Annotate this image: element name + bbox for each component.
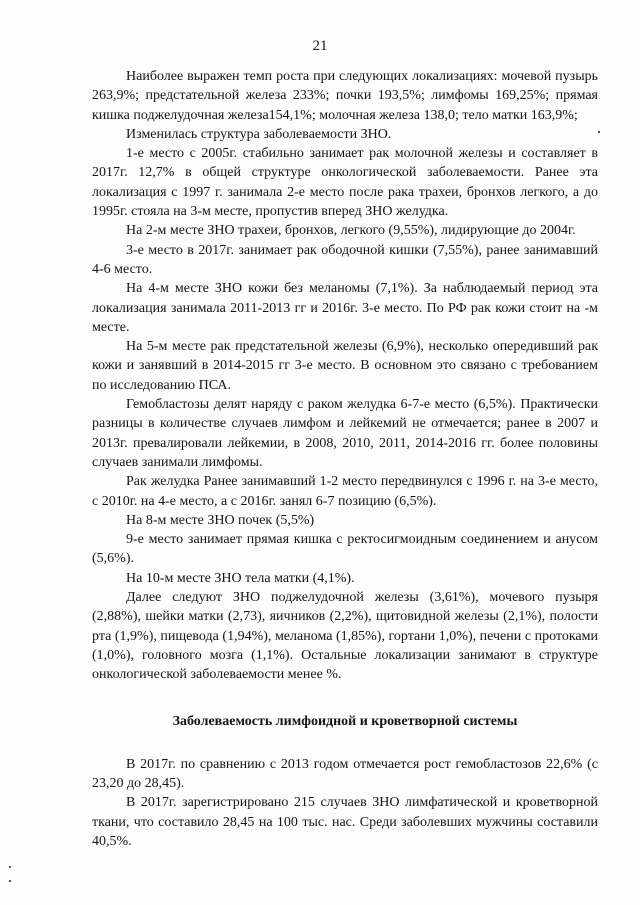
paragraph-stomach: Рак желудка Ранее занимавший 1-2 место передвинулся с 1996 г. на 3-е место, с 2010г. на 4-е место, а с 2016г. занял 6-7 позицию (6,5%). — [92, 474, 598, 509]
section-heading: Заболеваемость лимфоидной и кроветворной системы — [172, 713, 518, 729]
document-body — [92, 67, 598, 851]
paragraph-rank-3: 3-е место в 2017г. занимает рак ободочной кишки (7,55%), ранее занимавший 4-6 место. — [92, 242, 598, 277]
section-body — [92, 755, 598, 851]
paragraph-rank-5: На 5-м месте рак предстательной железы (6,9%), несколько опередивший рак кожи и занявший в 2014-2015 гг 3-е место. В основном это связано с требованием по исследованию ПСА. — [92, 339, 598, 393]
scan-margin-mark — [9, 880, 11, 882]
scan-margin-mark — [9, 866, 11, 868]
paragraph-remaining-sites: Далее следуют ЗНО поджелудочной железы (3,61%), мочевого пузыря (2,88%), шейки матки (2,73), яичников (2,2%), щитовидной железы (2,1%), полости рта (1,9%), пищевода (1,94%), меланома (1,85%), гортани 1,0%), печени с протоками (1,0%), головного мозга (1,1%). Остальные локализации занимают в структуре онкологической заболеваемости менее %. — [92, 590, 598, 683]
paragraph-rank-8: На 8-м месте ЗНО почек (5,5%) — [126, 512, 315, 528]
paragraph-rank-1: 1-е место с 2005г. стабильно занимает рак молочной железы и составляет в 2017г. 12,7% в общей структуре онкологической заболеваемости. Ранее эта локализация с 1997 г. занимала 2-е место после рака трахеи, бронхов легкого, а до 1995г. стояла на 3-м месте, пропустив вперед ЗНО желудка. — [92, 146, 598, 220]
paragraph-rank-10: На 10-м месте ЗНО тела матки (4,1%). — [126, 570, 355, 586]
paragraph-growth-rates: Наиболее выражен темп роста при следующих локализациях: мочевой пузырь 263,9%; предстательной железа 233%; почки 193,5%; лимфомы 169,25%; прямая кишка поджелудочная железа154,1%; молочная железа 138,0; тело матки 163,9%; — [92, 69, 598, 123]
paragraph-rank-9: 9-е место занимает прямая кишка с ректосигмоидным соединением и анусом (5,6%). — [92, 532, 598, 567]
paragraph-structure-intro: Изменилась структура заболеваемости ЗНО. — [126, 126, 392, 142]
paragraph-rank-4: На 4-м месте ЗНО кожи без меланомы (7,1%). За наблюдаемый период эта локализация занимала 2011-2013 гг и 2016г. 3-е место. По РФ рак кожи стоит на -м месте. — [92, 281, 598, 335]
paragraph-hemoblastoses: Гемобластозы делят наряду с раком желудка 6-7-е место (6,5%). Практически разницы в количестве случаев лимфом и лейкемий не отмечается; ранее в 2007 и 2013г. превалировали лейкемии, в 2008, 2010, 2011, 2014-2016 гг. более половины случаев занимали лимфомы. — [92, 397, 598, 470]
page-number: 21 — [312, 38, 328, 54]
section-paragraph-growth: В 2017г. по сравнению с 2013 годом отмечается рост гемобластозов 22,6% (с 23,20 до 28,45). — [92, 756, 598, 792]
paragraph-rank-2: На 2-м месте ЗНО трахеи, бронхов, легкого (9,55%), лидирующие до 2004г. — [126, 223, 576, 239]
section-paragraph-cases: В 2017г. зарегистрировано 215 случаев ЗНО лимфатической и кроветворной ткани, что составило 28,45 на 100 тыс. нас. Среди заболевших мужчины составили 40,5%. — [92, 795, 598, 849]
scan-margin-mark — [598, 131, 600, 133]
